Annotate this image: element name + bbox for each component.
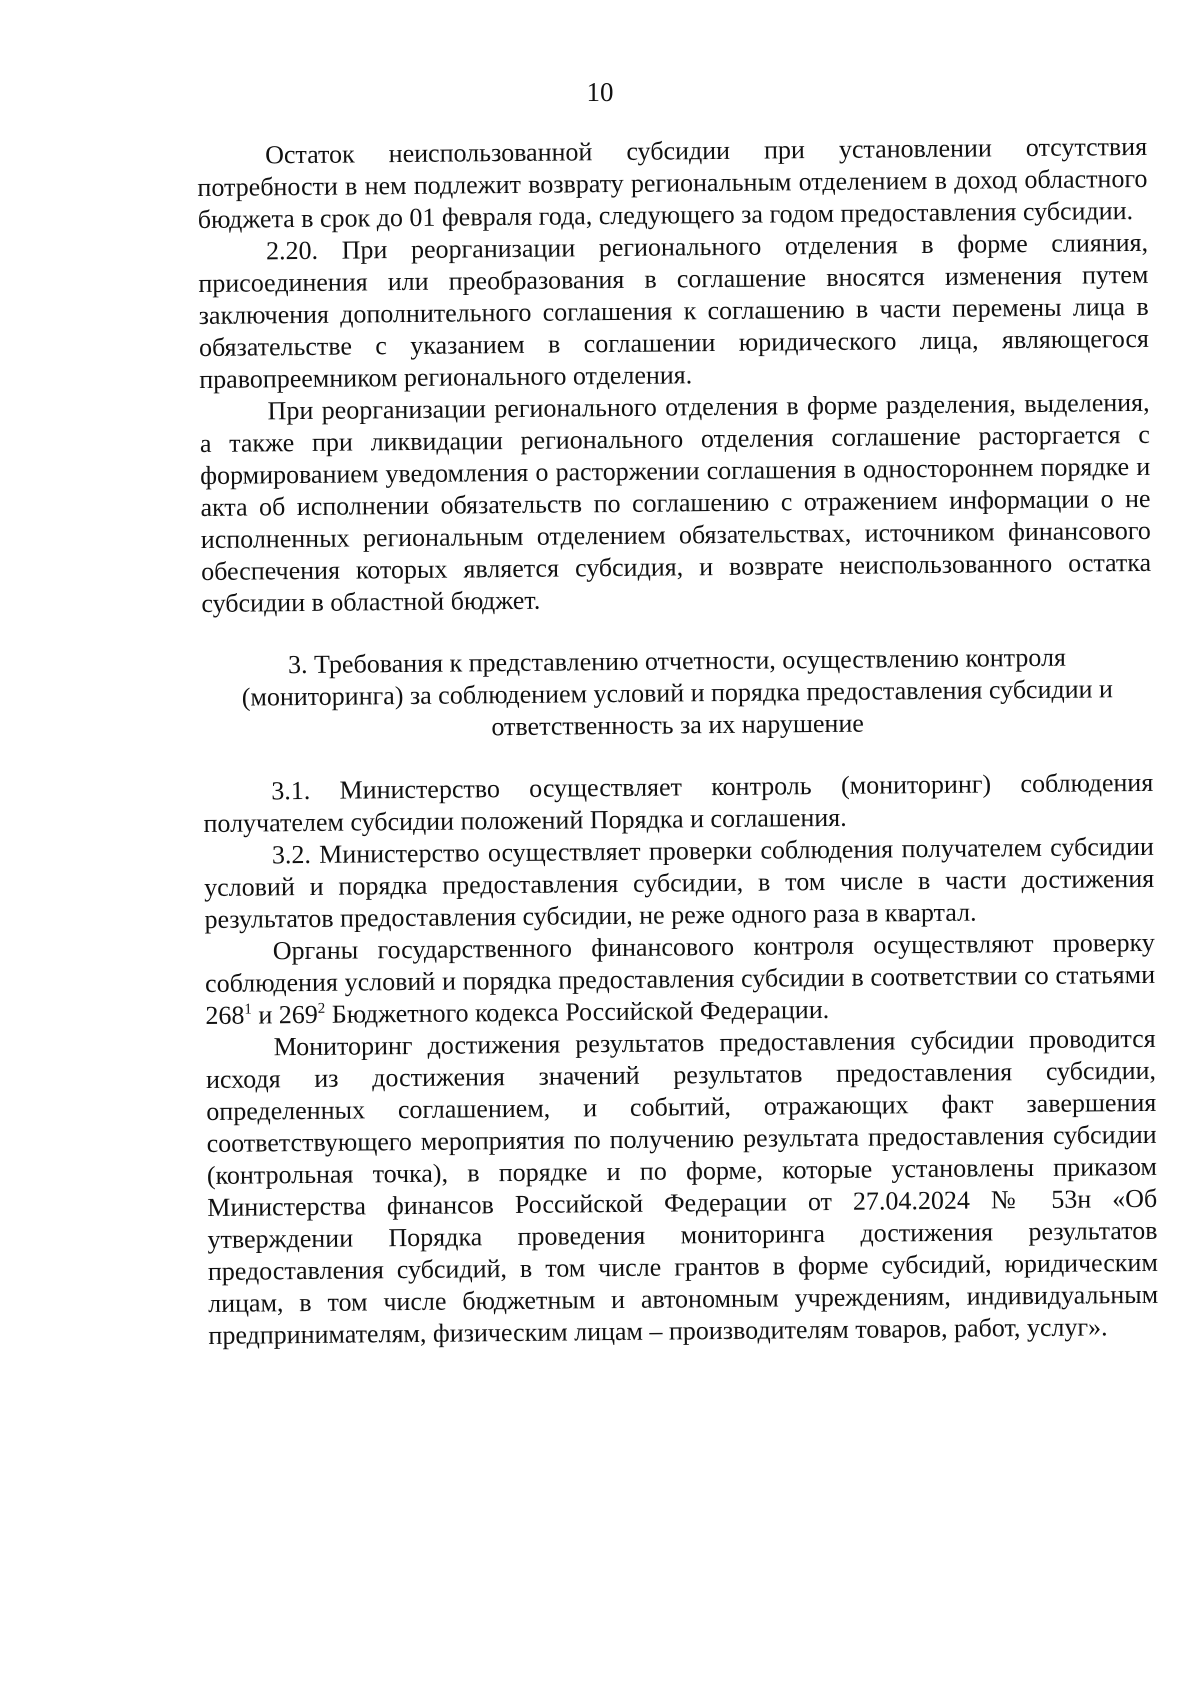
page-number: 10 [586, 77, 614, 107]
control-text-part2: и 269 [251, 999, 318, 1030]
paragraph-financial-control [205, 927, 1156, 1032]
control-text-part3: Бюджетного кодекса Российской Федерации. [325, 994, 830, 1029]
paragraph-monitoring: Мониторинг достижения результатов предоставления субсидии проводится исходя из достижения значений результатов предоставления субсидии, определенных соглашением, и событий, отражающих факт завершения соответствующего мероприятия по получению результата предоставления субсидии (контрольная точка), в порядке и по форме, которые установлены приказом Министерства финансов Российской Федерации от 27.04.2024 № 53н «Об утверждении Порядка проведения мониторинга достижения результатов предоставления субсидий, в том числе грантов в форме субсидий, юридическим лицам, в том числе бюджетным и автономным учреждениям, индивидуальным предпринимателям, физическим лицам – производителям товаров, работ, услуг». [205, 1023, 1159, 1350]
control-text-part1: Органы государственного финансового контроля осуществляют проверку соблюдения условий и порядка предоставления субсидии в соответствии со статьями 268 [204, 927, 1156, 1030]
document-body [197, 131, 1159, 1352]
superscript-1: 1 [244, 1001, 252, 1018]
paragraph-subsidy-remainder: Остаток неиспользованной субсидии при установлении отсутствия потребности в нем подлежит возврату региональным отделением в доход областного бюджета в срок до 01 февраля года, следующего за годом предоставления субсидии. [197, 131, 1148, 234]
paragraph-2-20: 2.20. При реорганизации регионального отделения в форме слияния, присоединения или преобразования в соглашение вносятся изменения путем заключения дополнительного соглашения к соглашению в части перемены лица в обязательстве с указанием в соглашении юридического лица, являющегося правопреемником регионального отделения. [198, 227, 1150, 394]
superscript-2: 2 [317, 1000, 326, 1017]
paragraph-3-1: 3.1. Министерство осуществляет контроль (мониторинг) соблюдения получателем субсидии положений Порядка и соглашения. [203, 767, 1154, 838]
paragraph-reorganization-division: При реорганизации регионального отделения в форме разделения, выделения, а также при ликвидации регионального отделения соглашение расторгается с формированием уведомления о расторжении соглашения в одностороннем порядке и акта об исполнении обязательств по соглашению с отражением информации о не исполненных региональным отделением обязательствах, источником финансового обеспечения которых является субсидия, и возврате неиспользованного остатка субсидии в областной бюджет. [199, 387, 1152, 618]
paragraph-3-2: 3.2. Министерство осуществляет проверки соблюдения получателем субсидии условий и порядка предоставления субсидии, в том числе в части достижения результатов предоставления субсидии, не реже одного раза в квартал. [204, 831, 1155, 934]
section-3-heading: 3. Требования к представлению отчетности, осуществлению контроля (мониторинга) за соблюдением условий и порядка предоставления субсидии и ответственность за их нарушение [241, 642, 1114, 742]
